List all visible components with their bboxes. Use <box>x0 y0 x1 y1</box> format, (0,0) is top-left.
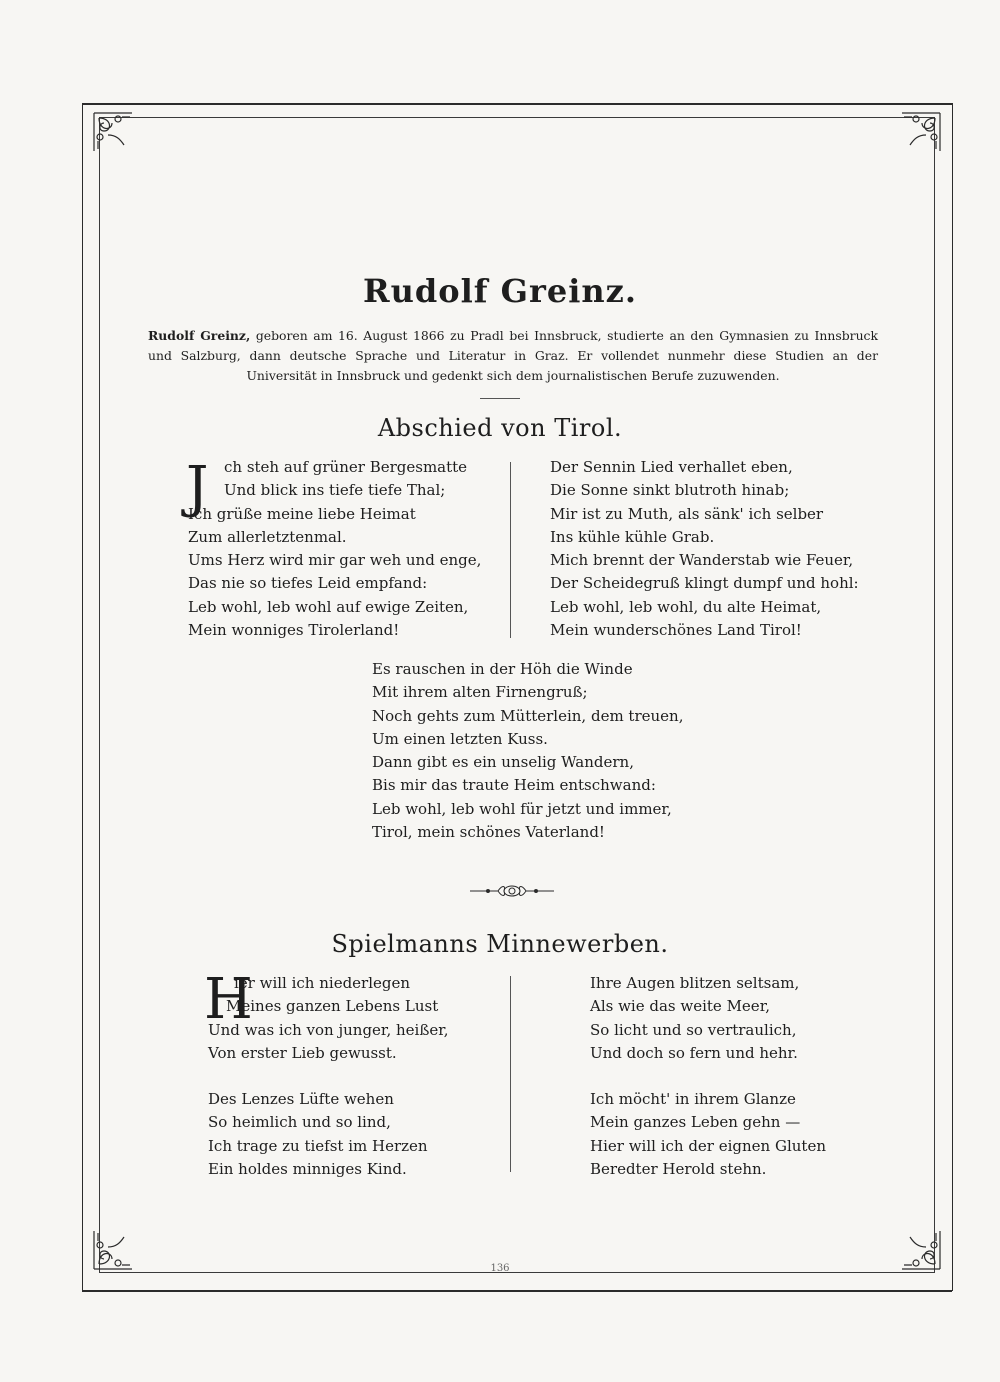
poem-line: Und doch so fern und hehr. <box>590 1043 798 1062</box>
poem-line: Und blick ins tiefe tiefe Thal; <box>224 481 446 500</box>
poem-line: Und was ich von junger, heißer, <box>208 1020 449 1039</box>
poem2-left-column <box>208 972 449 1181</box>
frame-top-rule <box>82 103 952 105</box>
column-divider <box>510 976 511 1172</box>
poem-line: Als wie das weite Meer, <box>590 997 770 1016</box>
poem-line: Noch gehts zum Mütterlein, dem treuen, <box>372 706 684 725</box>
poem-line: Bis mir das traute Heim entschwand: <box>372 776 656 795</box>
poem-line: Leb wohl, leb wohl für jetzt und immer, <box>372 799 672 818</box>
poem-line: ch steh auf grüner Bergesmatte <box>224 458 468 476</box>
poem-line: Mich brennt der Wanderstab wie Feuer, <box>550 551 854 570</box>
author-bio-name: Rudolf Greinz, <box>148 328 251 343</box>
author-bio-text: geboren am 16. August 1866 zu Pradl bei Innsbruck, studierte an den Gymnasien zu Innsbruck und Salzburg, dann deutsche Sprache und Literatur in Graz. Er vollendet nunmehr diese Studien an der Universität in Innsbruck und gedenkt sich dem journalistischen Berufe zuzuwenden. <box>148 328 878 383</box>
column-divider <box>510 462 511 638</box>
corner-ornament-top-left <box>90 109 136 155</box>
poem-line: Tirol, mein schönes Vaterland! <box>372 823 605 842</box>
section-divider <box>480 398 520 399</box>
poem-line: Mit ihrem alten Firnengruß; <box>372 683 588 702</box>
poem-line: Es rauschen in der Höh die Winde <box>372 660 633 678</box>
poem-line: Beredter Herold stehn. <box>590 1160 767 1179</box>
poem-line: Ein holdes minniges Kind. <box>208 1160 407 1179</box>
poem-title-spielmann: Spielmanns Minnewerben. <box>331 930 669 958</box>
poem-line: Die Sonne sinkt blutroth hinab; <box>550 481 790 500</box>
poem-line: ier will ich niederlegen <box>234 974 411 992</box>
poem-line: Zum allerletztenmal. <box>188 527 347 546</box>
poem1-dropcap: J <box>186 455 209 520</box>
poem-line: Der Sennin Lied verhallet eben, <box>550 458 793 476</box>
poem-line: Ums Herz wird mir gar weh und enge, <box>188 551 482 570</box>
poem2-right-column <box>590 972 826 1181</box>
poem-line: Das nie so tiefes Leid empfand: <box>188 574 428 593</box>
poem1-center-column <box>372 658 683 844</box>
poem-line: Leb wohl, leb wohl auf ewige Zeiten, <box>188 597 469 616</box>
poem2-dropcap: H <box>204 967 253 1032</box>
page-number: 136 <box>490 1263 510 1274</box>
poem-line: Ich möcht' in ihrem Glanze <box>590 1090 796 1109</box>
poem-line: Der Scheidegruß klingt dumpf und hohl: <box>550 574 859 593</box>
author-bio <box>148 326 878 386</box>
poem-line: Hier will ich der eignen Gluten <box>590 1136 826 1155</box>
poem-line: Dann gibt es ein unselig Wandern, <box>372 753 634 772</box>
ornament-divider <box>468 881 556 901</box>
frame-bottom-rule <box>82 1290 952 1292</box>
poem-line: Mir ist zu Muth, als sänk' ich selber <box>550 504 824 523</box>
poem-line: So licht und so vertraulich, <box>590 1020 797 1039</box>
poem-line: Um einen letzten Kuss. <box>372 729 548 748</box>
corner-ornament-top-right <box>898 109 944 155</box>
poem-line: Leb wohl, leb wohl, du alte Heimat, <box>550 597 822 616</box>
poem-line: Mein ganzes Leben gehn — <box>590 1113 801 1132</box>
page-title: Rudolf Greinz. <box>363 272 637 310</box>
poem-line: Mein wunderschönes Land Tirol! <box>550 621 802 640</box>
poem-title-abschied: Abschied von Tirol. <box>377 414 623 442</box>
poem-line: Ihre Augen blitzen seltsam, <box>590 974 800 992</box>
poem-line: Des Lenzes Lüfte wehen <box>208 1090 394 1109</box>
poem-line: Ins kühle kühle Grab. <box>550 527 715 546</box>
poem1-right-column <box>550 456 859 642</box>
poem-line: So heimlich und so lind, <box>208 1113 391 1132</box>
poem1-left-column <box>188 456 481 642</box>
poem-line: Mein wonniges Tirolerland! <box>188 621 400 640</box>
poem-line: Ich grüße meine liebe Heimat <box>188 504 416 523</box>
poem-line: Meines ganzen Lebens Lust <box>226 997 439 1016</box>
poem-line: Von erster Lieb gewusst. <box>208 1043 397 1062</box>
poem-line: Ich trage zu tiefst im Herzen <box>208 1136 428 1155</box>
